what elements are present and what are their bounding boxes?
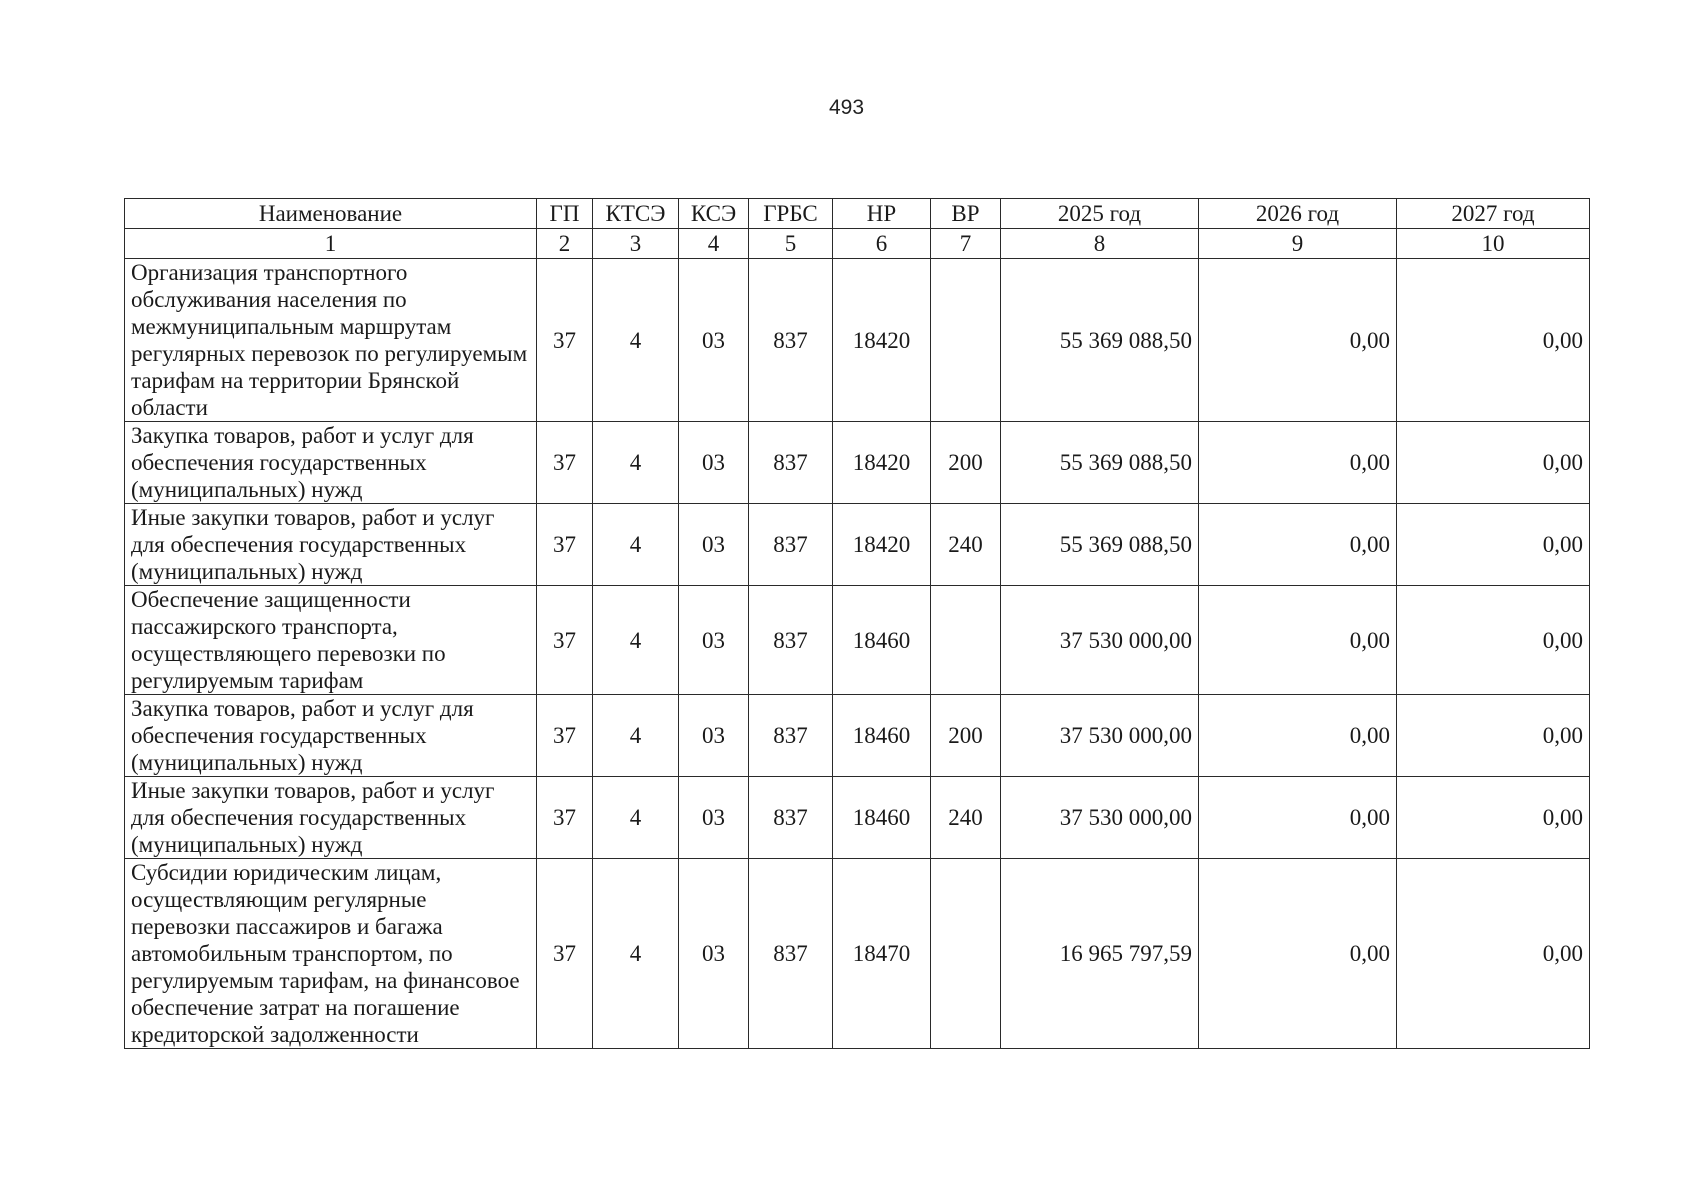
row-2026: 0,00 [1199,695,1397,777]
row-gp: 37 [537,859,593,1049]
table-row [125,422,1590,504]
header-ktse: КТСЭ [593,199,679,229]
row-name: Обеспечение защищенности пассажирского транспорта, осуществляющего перевозки по регулируемым тарифам [125,586,537,695]
row-2025: 55 369 088,50 [1001,422,1199,504]
column-number: 10 [1397,229,1590,259]
row-2026: 0,00 [1199,259,1397,422]
row-kse: 03 [679,422,749,504]
row-ktse: 4 [593,695,679,777]
header-vr: ВР [931,199,1001,229]
row-2027: 0,00 [1397,259,1590,422]
column-number: 3 [593,229,679,259]
row-2026: 0,00 [1199,422,1397,504]
row-vr [931,259,1001,422]
row-grbs: 837 [749,586,833,695]
row-ktse: 4 [593,504,679,586]
row-nr: 18420 [833,259,931,422]
row-vr: 240 [931,777,1001,859]
row-ktse: 4 [593,586,679,695]
row-nr: 18460 [833,777,931,859]
row-grbs: 837 [749,259,833,422]
row-grbs: 837 [749,422,833,504]
row-2025: 37 530 000,00 [1001,695,1199,777]
row-nr: 18420 [833,422,931,504]
row-ktse: 4 [593,259,679,422]
row-2025: 37 530 000,00 [1001,586,1199,695]
row-name: Субсидии юридическим лицам, осуществляющим регулярные перевозки пассажиров и багажа автомобильным транспортом, по регулируемым тарифам, на финансовое обеспечение затрат на погашение кредиторской задолженности [125,859,537,1049]
column-number: 6 [833,229,931,259]
row-gp: 37 [537,695,593,777]
row-vr: 240 [931,504,1001,586]
row-name: Организация транспортного обслуживания населения по межмуниципальным маршрутам регулярных перевозок по регулируемым тарифам на территории Брянской области [125,259,537,422]
row-2025: 55 369 088,50 [1001,504,1199,586]
row-kse: 03 [679,695,749,777]
row-vr: 200 [931,695,1001,777]
budget-table [124,198,1590,1049]
header-row [125,199,1590,229]
header-grbs: ГРБС [749,199,833,229]
row-vr [931,859,1001,1049]
row-gp: 37 [537,504,593,586]
table-row [125,259,1590,422]
row-gp: 37 [537,422,593,504]
header-name: Наименование [125,199,537,229]
page-number: 493 [828,96,865,119]
row-name: Закупка товаров, работ и услуг для обеспечения государственных (муниципальных) нужд [125,695,537,777]
row-gp: 37 [537,777,593,859]
table-row [125,504,1590,586]
row-nr: 18460 [833,695,931,777]
row-2027: 0,00 [1397,504,1590,586]
row-2026: 0,00 [1199,777,1397,859]
header-kse: КСЭ [679,199,749,229]
row-2027: 0,00 [1397,422,1590,504]
row-2026: 0,00 [1199,586,1397,695]
row-2027: 0,00 [1397,859,1590,1049]
row-kse: 03 [679,259,749,422]
column-number: 5 [749,229,833,259]
table-row [125,586,1590,695]
column-number-row [125,229,1590,259]
row-kse: 03 [679,586,749,695]
column-number: 9 [1199,229,1397,259]
row-ktse: 4 [593,777,679,859]
row-name: Иные закупки товаров, работ и услуг для обеспечения государственных (муниципальных) нужд [125,504,537,586]
row-kse: 03 [679,859,749,1049]
row-vr [931,586,1001,695]
row-2025: 16 965 797,59 [1001,859,1199,1049]
header-gp: ГП [537,199,593,229]
header-nr: НР [833,199,931,229]
row-2027: 0,00 [1397,586,1590,695]
table-row [125,859,1590,1049]
row-2025: 37 530 000,00 [1001,777,1199,859]
header-2027: 2027 год [1397,199,1590,229]
row-ktse: 4 [593,422,679,504]
header-2026: 2026 год [1199,199,1397,229]
table-row [125,695,1590,777]
row-gp: 37 [537,259,593,422]
row-grbs: 837 [749,504,833,586]
row-2025: 55 369 088,50 [1001,259,1199,422]
row-grbs: 837 [749,777,833,859]
row-name: Закупка товаров, работ и услуг для обеспечения государственных (муниципальных) нужд [125,422,537,504]
row-ktse: 4 [593,859,679,1049]
row-nr: 18420 [833,504,931,586]
row-2026: 0,00 [1199,859,1397,1049]
row-2027: 0,00 [1397,777,1590,859]
row-name: Иные закупки товаров, работ и услуг для обеспечения государственных (муниципальных) нужд [125,777,537,859]
row-nr: 18460 [833,586,931,695]
row-nr: 18470 [833,859,931,1049]
column-number: 8 [1001,229,1199,259]
row-kse: 03 [679,777,749,859]
row-gp: 37 [537,586,593,695]
column-number: 2 [537,229,593,259]
table-row [125,777,1590,859]
row-2027: 0,00 [1397,695,1590,777]
row-grbs: 837 [749,859,833,1049]
row-grbs: 837 [749,695,833,777]
row-2026: 0,00 [1199,504,1397,586]
row-vr: 200 [931,422,1001,504]
column-number: 1 [125,229,537,259]
row-kse: 03 [679,504,749,586]
header-2025: 2025 год [1001,199,1199,229]
column-number: 7 [931,229,1001,259]
column-number: 4 [679,229,749,259]
